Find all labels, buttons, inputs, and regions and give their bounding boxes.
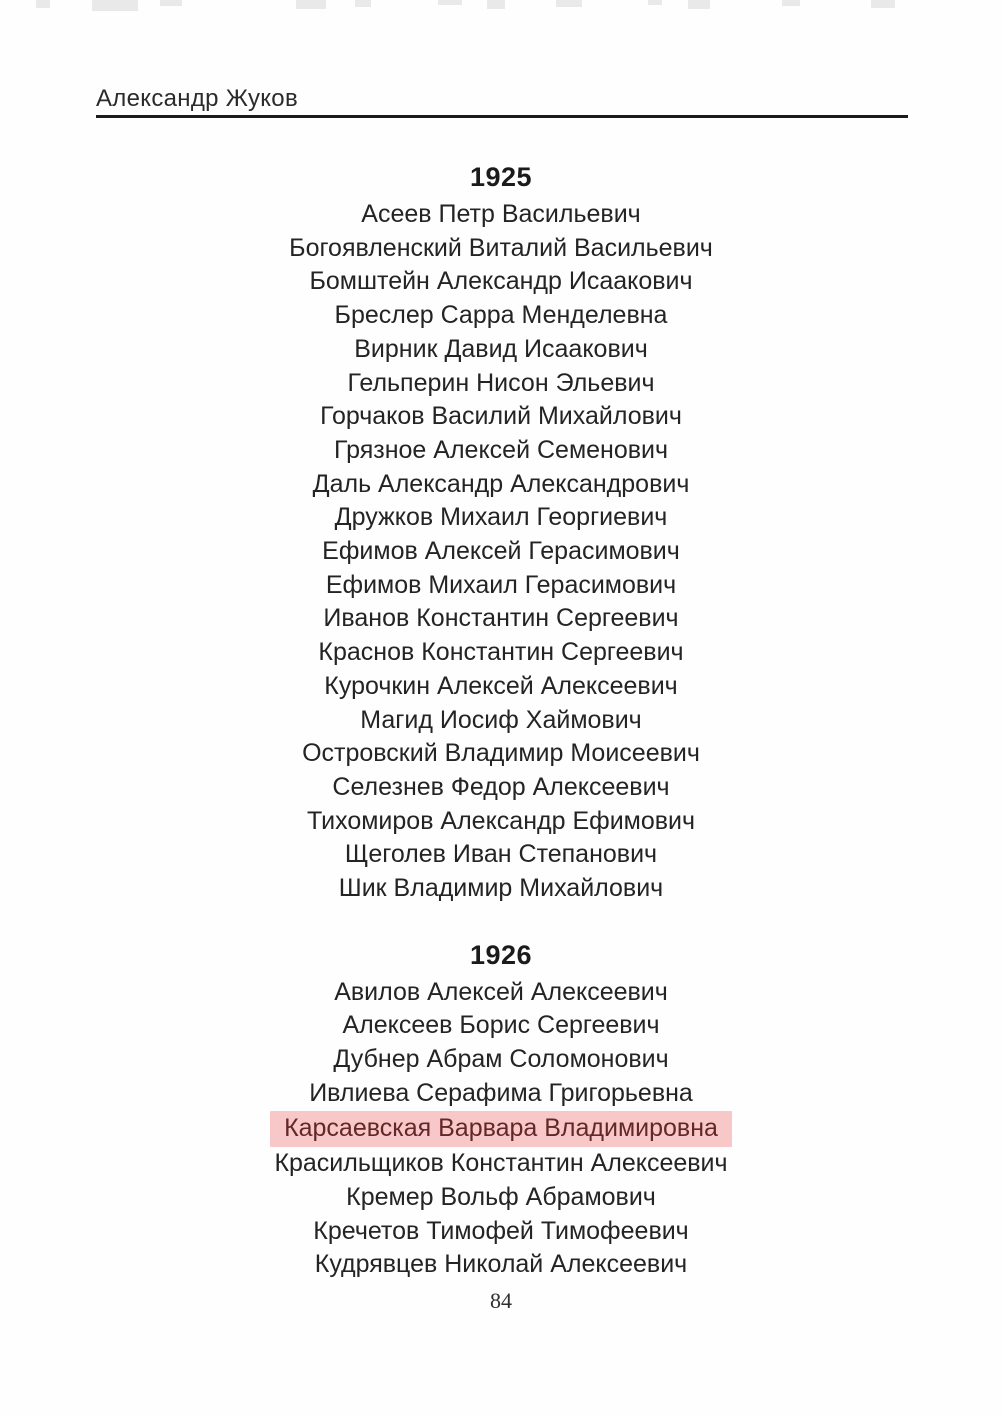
name-row: Авилов Алексей Алексеевич: [334, 977, 668, 1006]
year-section: [0, 938, 1002, 1282]
name-row: Гельперин Нисон Эльевич: [347, 368, 655, 397]
name-row: Кремер Вольф Абрамович: [346, 1182, 656, 1211]
name-list: [0, 160, 1002, 1282]
name-row: Щеголев Иван Степанович: [344, 840, 658, 869]
name-row: Горчаков Василий Михайлович: [320, 402, 682, 431]
year-heading: 1926: [469, 939, 533, 970]
highlight-marker: Карсаевская Варвара Владимировна: [270, 1111, 732, 1148]
name-row: Ефимов Михаил Герасимович: [325, 570, 677, 599]
year-heading: 1925: [469, 162, 533, 192]
name-row: Бреслер Сарра Менделевна: [334, 301, 668, 330]
name-row: Алексеев Борис Сергеевич: [342, 1011, 660, 1040]
name-row: Дружков Михаил Георгиевич: [334, 503, 668, 532]
name-row: Даль Александр Александрович: [312, 469, 690, 498]
name-row: Грязное Алексей Семенович: [333, 435, 669, 464]
name-row: Кудрявцев Николай Алексеевич: [314, 1250, 688, 1279]
name-row: Бомштейн Александр Исаакович: [309, 267, 693, 296]
name-row: Асеев Петр Васильевич: [361, 200, 641, 228]
running-header: Александр Жуков: [96, 85, 299, 112]
name-row: Краснов Константин Сергеевич: [318, 638, 684, 667]
name-row: Островский Владимир Моисеевич: [302, 739, 700, 768]
name-row: Ефимов Алексей Герасимович: [322, 537, 680, 566]
name-row: Шик Владимир Михайлович: [338, 874, 664, 903]
header-rule: [96, 115, 908, 118]
name-row: Ивлиева Серафима Григорьевна: [309, 1078, 693, 1107]
name-row: Магид Иосиф Хаймович: [360, 705, 642, 734]
name-row: Курочкин Алексей Алексеевич: [324, 671, 678, 700]
name-row: Вирник Давид Исаакович: [354, 334, 648, 363]
name-row-highlighted: [0, 1111, 1002, 1148]
name-row: Богоявленский Виталий Васильевич: [289, 233, 713, 262]
scan-edge-artifacts: [0, 0, 1002, 14]
year-section: [0, 160, 1002, 906]
page-number: 84: [490, 1288, 512, 1313]
name-row: Кречетов Тимофей Тимофеевич: [313, 1216, 689, 1245]
name-row: Дубнер Абрам Соломонович: [333, 1045, 669, 1074]
name-row: Селезнев Федор Алексеевич: [332, 772, 670, 801]
name-row: Красильщиков Константин Алексеевич: [274, 1149, 728, 1178]
name-row: Иванов Константин Сергеевич: [323, 604, 679, 633]
name-row: Тихомиров Александр Ефимович: [306, 806, 696, 835]
